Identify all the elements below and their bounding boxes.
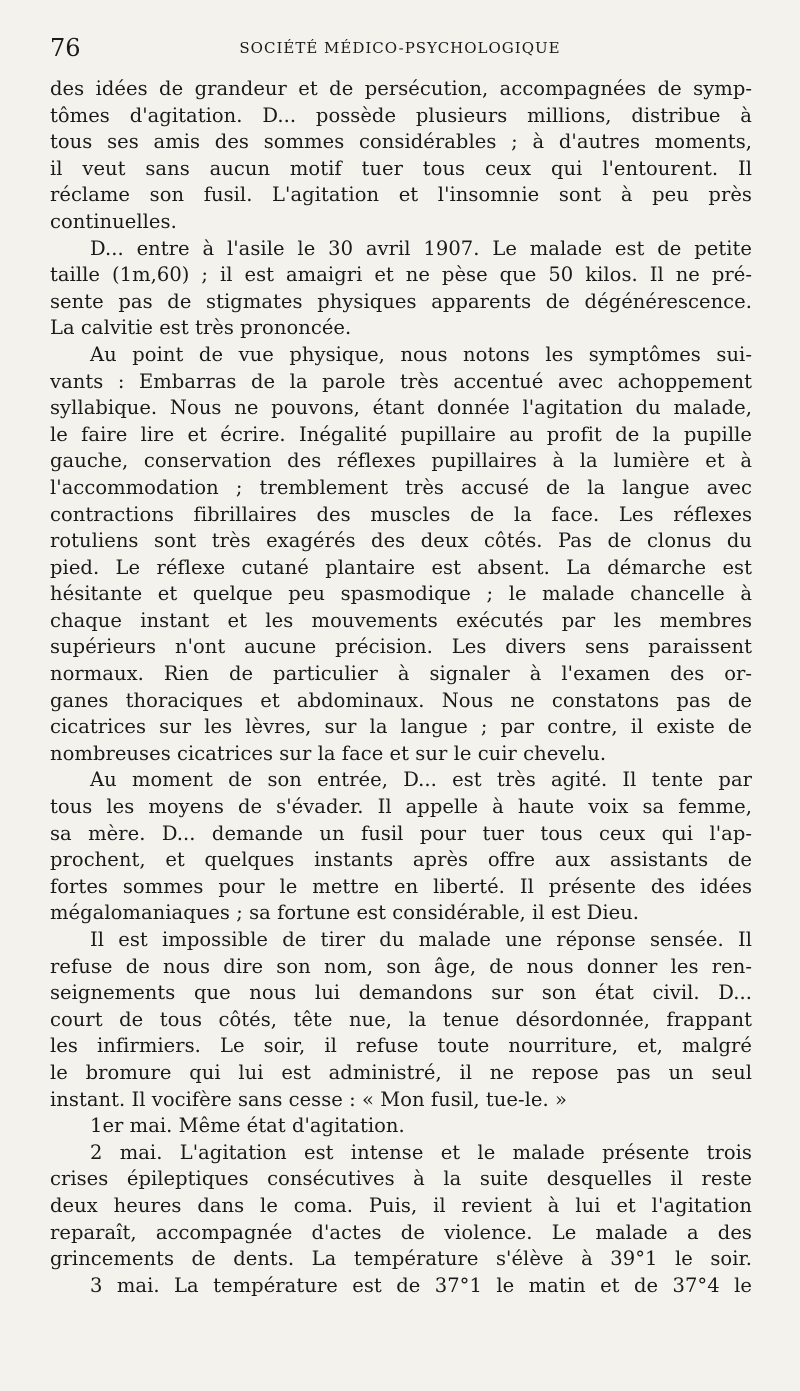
text-line: normaux. Rien de particulier à signaler à l'examen des or- (50, 662, 752, 686)
text-line: sa mère. D... demande un fusil pour tuer tous ceux qui l'ap- (50, 821, 752, 845)
text-line: tômes d'agitation. D... possède plusieurs millions, distribue à (50, 103, 752, 127)
text-line: continuelles. (50, 209, 177, 233)
text-line: prochent, et quelques instants après offre aux assistants de (50, 848, 752, 872)
text-line: des idées de grandeur et de persécution, accompagnées de symp- (50, 77, 752, 100)
text-line: contractions fibrillaires des muscles de la face. Les réflexes (50, 502, 752, 526)
text-line: pied. Le réflexe cutané plantaire est absent. La démarche est (50, 555, 752, 579)
text-line: chaque instant et les mouvements exécutés par les membres (50, 608, 752, 632)
text-line: 2 mai. L'agitation est intense et le malade présente trois (90, 1140, 752, 1164)
text-line: fortes sommes pour le mettre en liberté. Il présente des idées (50, 874, 752, 898)
text-line: Il est impossible de tirer du malade une réponse sensée. Il (90, 928, 752, 951)
body-text (50, 76, 752, 1299)
text-line: gauche, conservation des réflexes pupillaires à la lumière et à (50, 449, 752, 473)
text-line: cicatrices sur les lèvres, sur la langue ; par contre, il existe de (50, 715, 752, 739)
text-line: mégalomaniaques ; sa fortune est considérable, il est Dieu. (50, 901, 640, 925)
running-title: SOCIÉTÉ MÉDICO-PSYCHOLOGIQUE (239, 39, 561, 57)
text-line: D... entre à l'asile le 30 avril 1907. Le malade est de petite (90, 236, 752, 260)
text-line: ganes thoraciques et abdominaux. Nous ne constatons pas de (50, 688, 752, 712)
text-line: grincements de dents. La température s'élève à 39°1 le soir. (50, 1247, 752, 1271)
text-line: hésitante et quelque peu spasmodique ; le malade chancelle à (50, 582, 752, 606)
text-line: tous ses amis des sommes considérables ; à d'autres moments, (50, 130, 752, 154)
text-line: Au point de vue physique, nous notons les symptômes sui- (90, 342, 752, 366)
text-line: reparaît, accompagnée d'actes de violence. Le malade a des (50, 1220, 752, 1244)
text-line: réclame son fusil. L'agitation et l'insomnie sont à peu près (50, 183, 752, 207)
text-line: taille (1m,60) ; il est amaigri et ne pèse que 50 kilos. Il ne pré- (50, 263, 752, 287)
text-line: les infirmiers. Le soir, il refuse toute nourriture, et, malgré (50, 1034, 752, 1058)
text-line: refuse de nous dire son nom, son âge, de nous donner les ren- (50, 954, 752, 978)
text-line: le bromure qui lui est administré, il ne repose pas un seul (50, 1060, 752, 1084)
text-line: instant. Il vocifère sans cesse : « Mon fusil, tue-le. » (50, 1087, 567, 1111)
page-number: 76 (50, 34, 81, 62)
text-line: l'accommodation ; tremblement très accusé de la langue avec (50, 475, 752, 499)
text-line: 1er mai. Même état d'agitation. (90, 1114, 405, 1138)
text-line: rotuliens sont très exagérés des deux côtés. Pas de clonus du (50, 529, 752, 553)
text-line: supérieurs n'ont aucune précision. Les divers sens paraissent (50, 635, 752, 659)
text-line: le faire lire et écrire. Inégalité pupillaire au profit de la pupille (50, 422, 752, 446)
text-line: seignements que nous lui demandons sur son état civil. D... (50, 981, 752, 1005)
text-line: Au moment de son entrée, D... est très agité. Il tente par (90, 768, 752, 792)
text-line: nombreuses cicatrices sur la face et sur le cuir chevelu. (50, 741, 607, 765)
text-line: syllabique. Nous ne pouvons, étant donnée l'agitation du malade, (50, 396, 752, 420)
text-line: sente pas de stigmates physiques apparents de dégénérescence. (50, 289, 752, 313)
page-header (50, 30, 750, 66)
text-line: La calvitie est très prononcée. (50, 316, 352, 340)
text-line: deux heures dans le coma. Puis, il revient à lui et l'agitation (50, 1193, 752, 1217)
text-line: 3 mai. La température est de 37°1 le matin et de 37°4 le (90, 1273, 752, 1297)
text-line: crises épileptiques consécutives à la suite desquelles il reste (50, 1167, 752, 1191)
text-line: court de tous côtés, tête nue, la tenue désordonnée, frappant (50, 1007, 752, 1031)
text-line: il veut sans aucun motif tuer tous ceux qui l'entourent. Il (50, 156, 752, 180)
text-line: tous les moyens de s'évader. Il appelle à haute voix sa femme, (50, 795, 752, 819)
text-line: vants : Embarras de la parole très accentué avec achoppement (50, 369, 752, 393)
